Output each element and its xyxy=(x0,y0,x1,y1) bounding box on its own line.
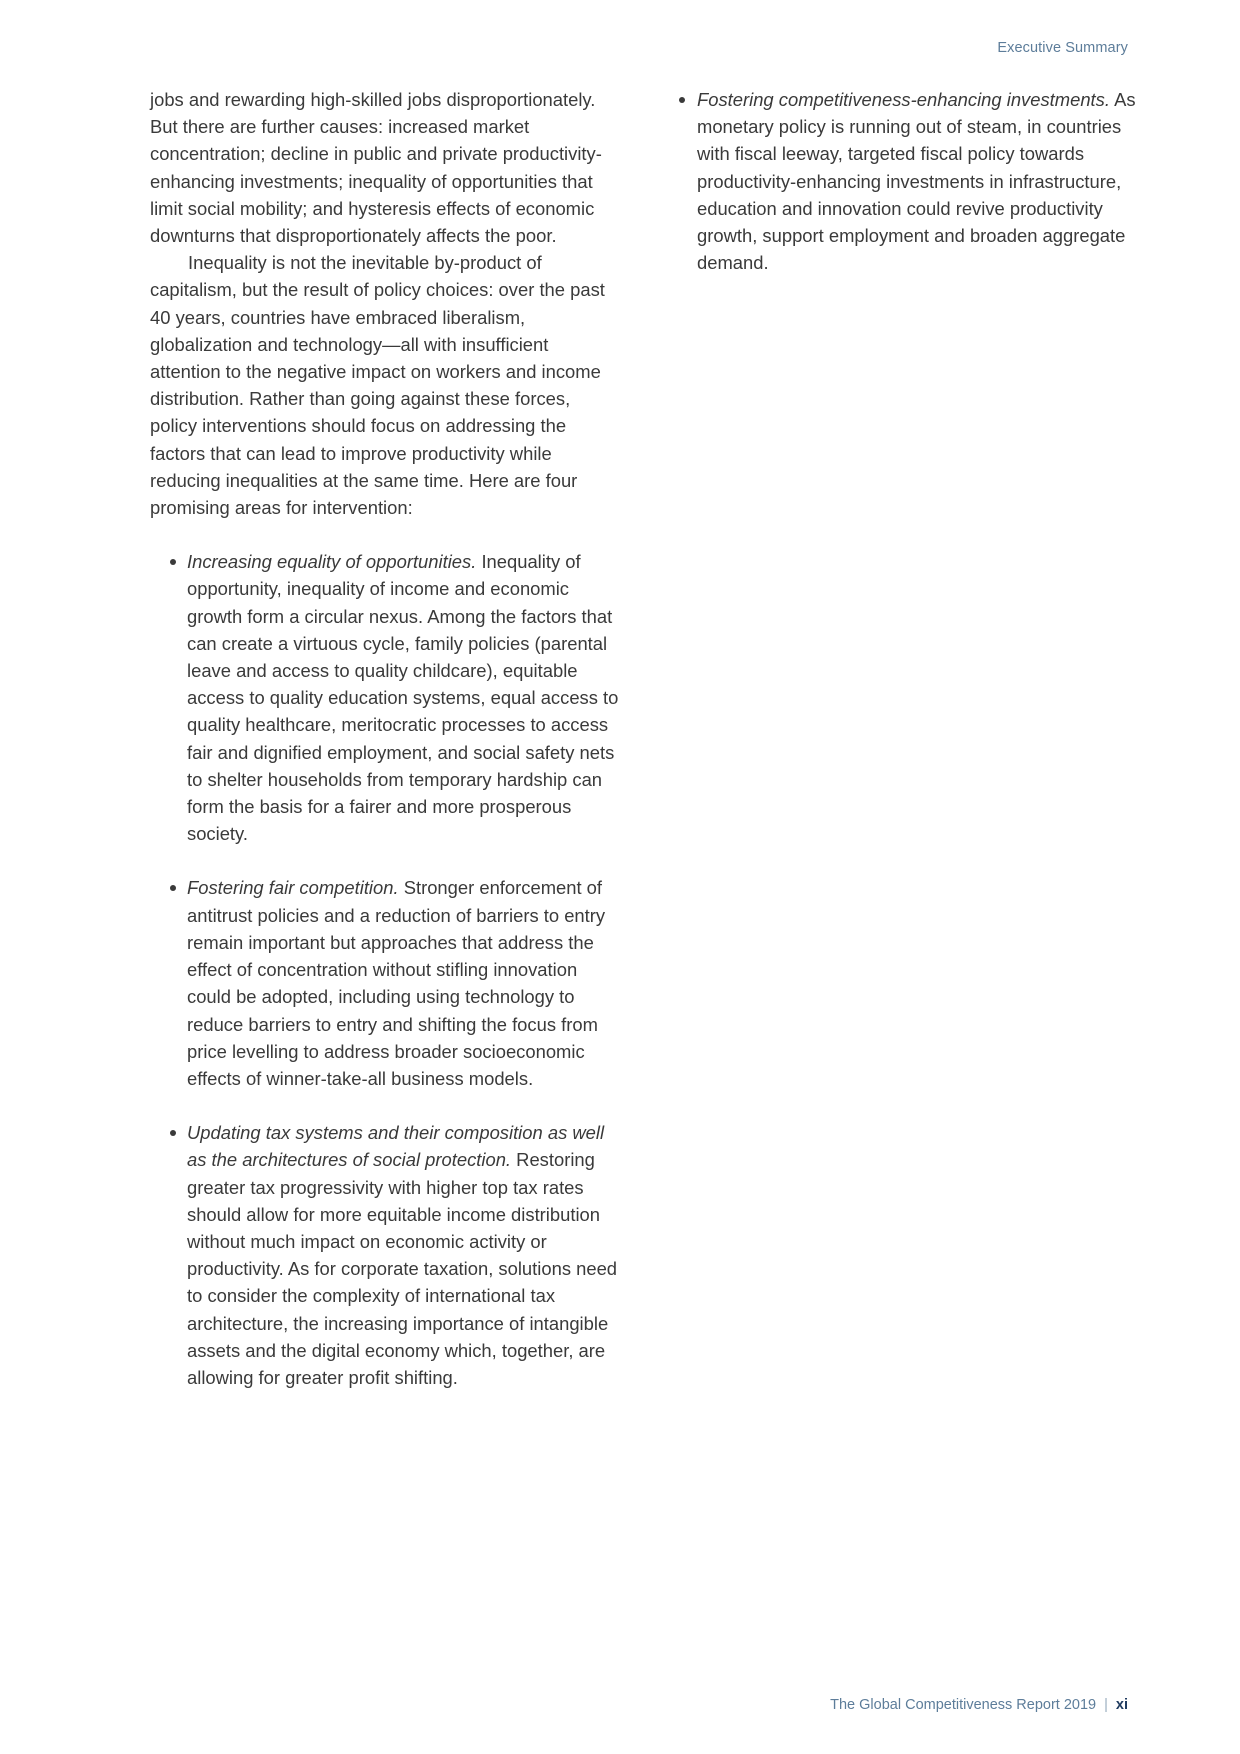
bullet-text: Inequality of opportunity, inequality of income and economic growth form a circular nexus. Among the factors that can create a virtuous cycle, family policies (parental leave and access to quality childcare), equitable access to quality education systems, equal access to quality healthcare, meritocratic processes to access fair and dignified employment, and social safety nets to shelter households from temporary hardship can form the basis for a fairer and more prosperous society. xyxy=(187,551,619,845)
running-header: Executive Summary xyxy=(997,40,1128,56)
bullet-text: As monetary policy is running out of steam, in countries with fiscal leeway, targeted fiscal policy towards productivity-enhancing investments in infrastructure, education and innovation could revive productivity growth, support employment and broaden aggregate demand. xyxy=(697,89,1136,274)
report-title: The Global Competitiveness Report 2019 xyxy=(830,1697,1097,1713)
body-paragraph-1: jobs and rewarding high-skilled jobs disproportionately. But there are further causes: increased market concentration; decline in public and private productivity-enhancing investments; inequality of opportunities that limit social mobility; and hysteresis effects of economic downturns that disproportionately affects the poor. xyxy=(150,89,602,247)
left-column xyxy=(150,86,620,1418)
list-item xyxy=(150,548,620,847)
list-item xyxy=(150,1119,620,1391)
right-column xyxy=(678,86,1138,303)
bullet-lead: Fostering fair competition. xyxy=(187,877,399,899)
intervention-list-continued xyxy=(678,86,1138,276)
bullet-lead: Increasing equality of opportunities. xyxy=(187,551,477,573)
bullet-text: Restoring greater tax progressivity with higher top tax rates should allow for more equitable income distribution without much impact on economic activity or productivity. As for corporate taxation, solutions need to consider the complexity of international tax architecture, the increasing importance of intangible assets and the digital economy which, together, are allowing for greater profit shifting. xyxy=(187,1149,618,1388)
intervention-list xyxy=(150,548,620,1391)
page-footer xyxy=(830,1697,1128,1713)
bullet-lead: Updating tax systems and their composition as well as the architectures of social protection. xyxy=(187,1122,605,1171)
bullet-text: Stronger enforcement of antitrust policies and a reduction of barriers to entry remain important but approaches that address the effect of concentration without stifling innovation could be adopted, including using technology to reduce barriers to entry and shifting the focus from price levelling to address broader socioeconomic effects of winner-take-all business models. xyxy=(187,877,606,1089)
bullet-lead: Fostering competitiveness-enhancing investments. xyxy=(697,89,1110,110)
list-item xyxy=(150,874,620,1092)
page-number: xi xyxy=(1115,1697,1128,1713)
body-paragraph-2: Inequality is not the inevitable by-product of capitalism, but the result of policy choices: over the past 40 years, countries have embraced liberalism, globalization and technology—all with insufficient attention to the negative impact on workers and income distribution. Rather than going against these forces, policy interventions should focus on addressing the factors that can lead to improve productivity while reducing inequalities at the same time. Here are four promising areas for intervention: xyxy=(150,252,605,519)
list-item xyxy=(678,86,1138,276)
footer-separator: | xyxy=(1104,1697,1108,1713)
